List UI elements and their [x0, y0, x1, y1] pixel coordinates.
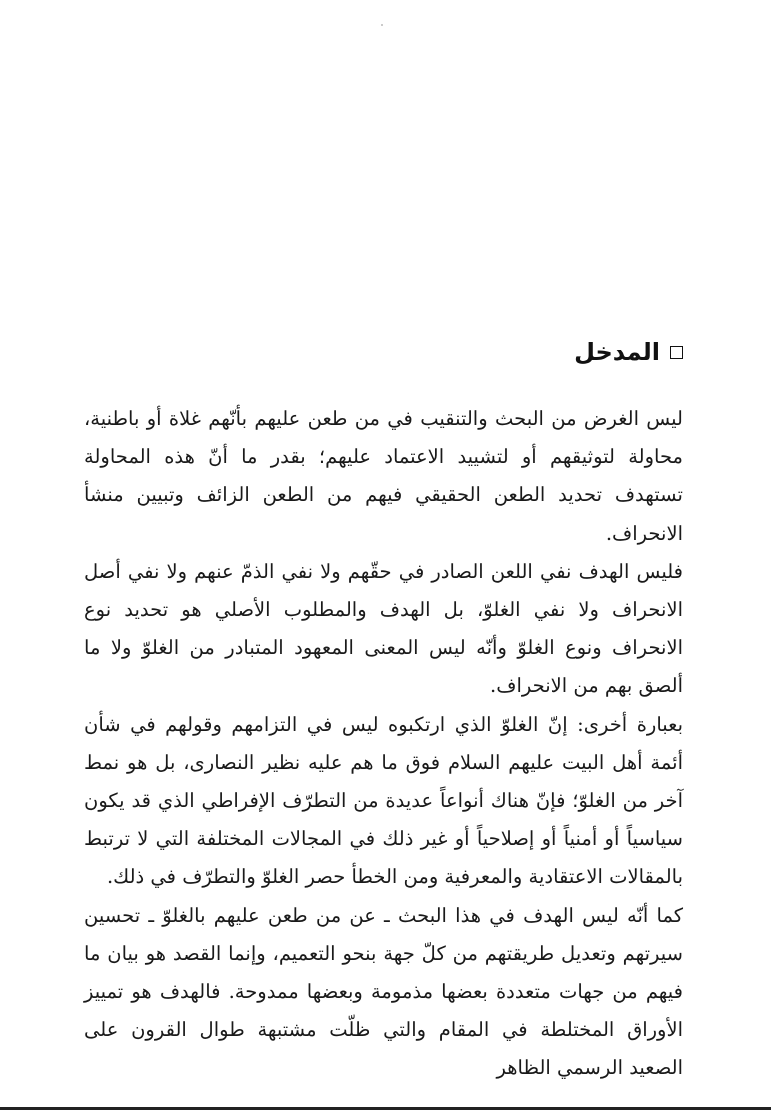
paragraph-1: ليس الغرض من البحث والتنقيب في من طعن عليهم بأنّهم غلاة أو باطنية، محاولة لتوثيقهم أو لتشييد الاعتماد عليهم؛ بقدر ما أنّ هذه المحاولة تستهدف تحديد الطعن الحقيقي فيهم من الطعن الزائف وتبيين منشأ الانحراف.	[84, 407, 683, 545]
section-heading	[574, 338, 683, 366]
square-bullet-icon	[670, 346, 683, 359]
paragraph-4: كما أنّه ليس الهدف في هذا البحث ـ عن من طعن عليهم بالغلوّ ـ تحسين سيرتهم وتعديل طريقتهم من كلّ جهة بنحو التعميم، وإنما القصد هو بيان ما فيهم من جهات متعددة بعضها مذمومة وبعضها ممدوحة. فالهدف هو تمييز الأوراق المختلطة في المقام والتي ظلّت مشتبهة طوال القرون على الصعيد الرسمي الظاهر	[84, 903, 683, 1080]
body-text	[84, 400, 683, 1088]
scan-speck	[381, 24, 383, 26]
paragraph-3: بعبارة أخرى: إنّ الغلوّ الذي ارتكبوه ليس في التزامهم وقولهم في شأن أئمة أهل البيت عليهم السلام فوق ما هم عليه نظير النصارى، بل هو نمط آخر من الغلوّ؛ فإنّ هناك أنواعاً عديدة من التطرّف الإفراطي الذي قد يكون سياسياً أو أمنياً أو إصلاحياً أو غير ذلك في المجالات المختلفة التي لا ترتبط بالمقالات الاعتقادية والمعرفية ومن الخطأ حصر الغلوّ والتطرّف في ذلك.	[84, 712, 683, 889]
section-title: المدخل	[574, 338, 660, 366]
paragraph-2: فليس الهدف نفي اللعن الصادر في حقّهم ولا نفي الذمّ عنهم ولا نفي أصل الانحراف ولا نفي الغلوّ، بل الهدف والمطلوب الأصلي هو تحديد نوع الانحراف ونوع الغلوّ وأنّه ليس المعنى المعهود المتبادر من الغلوّ ولا ما ألصق بهم من الانحراف.	[84, 559, 683, 698]
